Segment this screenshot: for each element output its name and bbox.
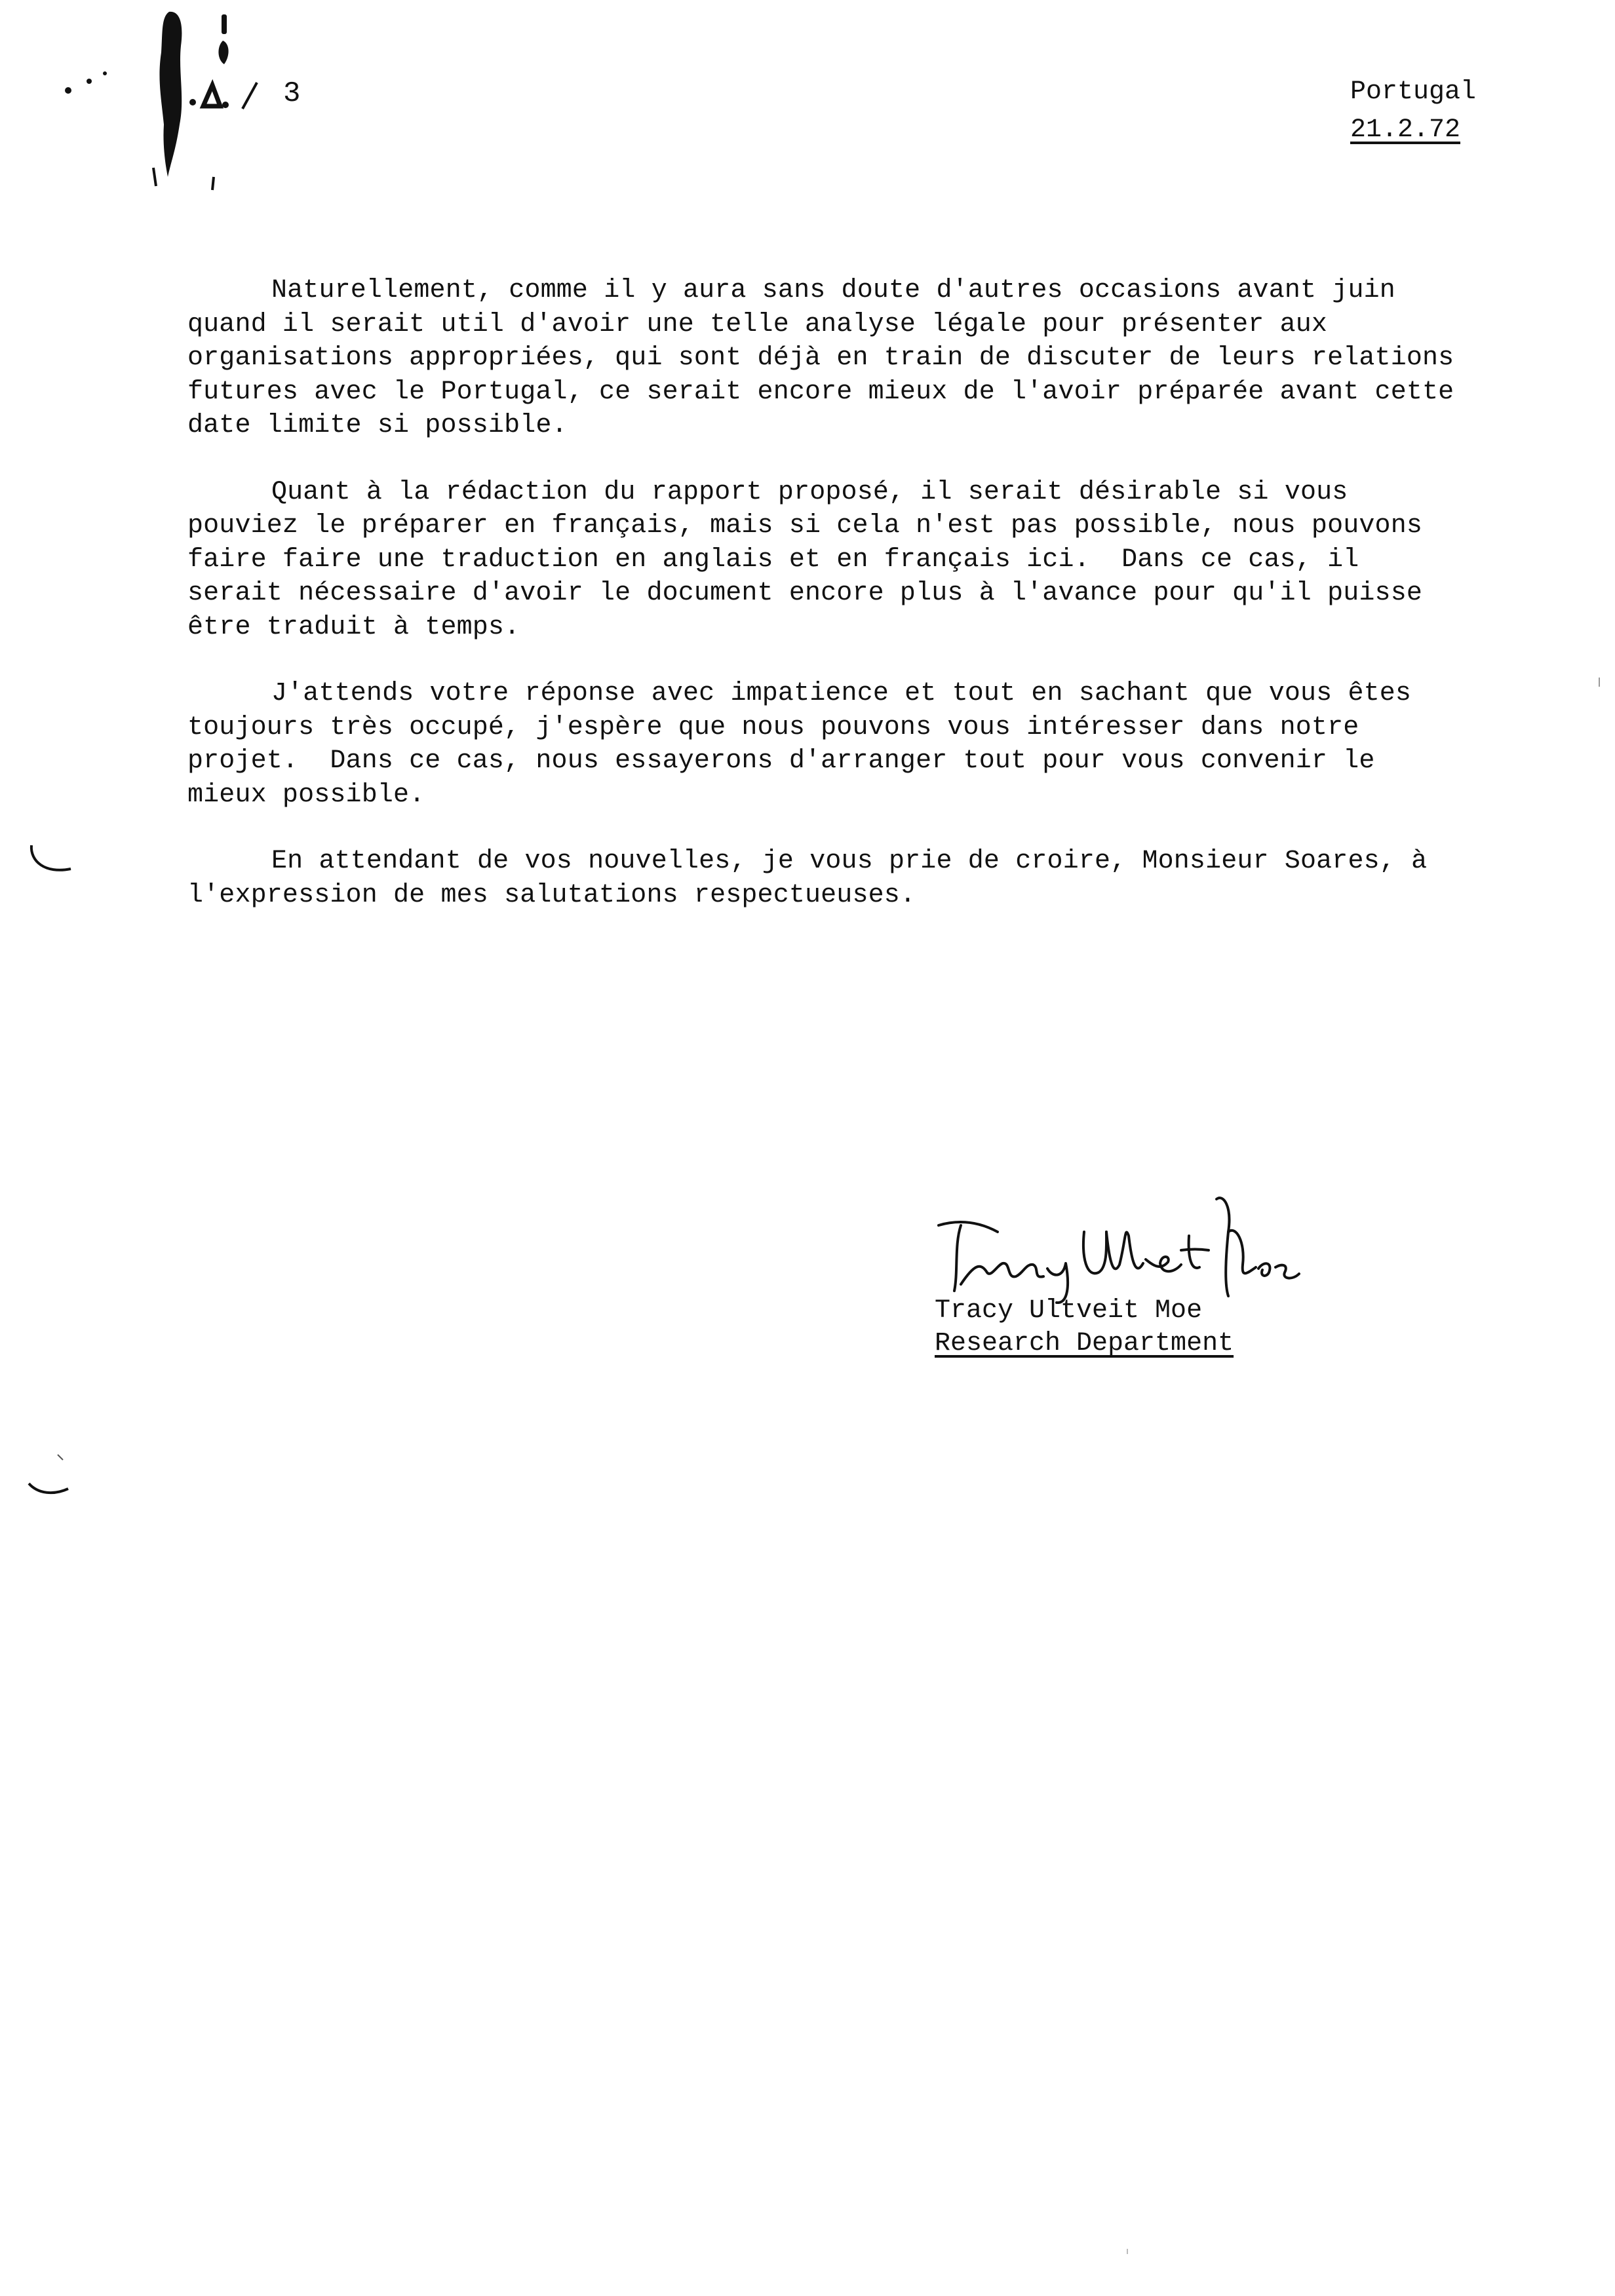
header-date: 21.2.72	[1350, 115, 1461, 145]
page-marker-stamp	[52, 0, 328, 210]
header-reference	[1350, 73, 1476, 149]
paragraph: En attendant de vos nouvelles, je vous prie de croire, Monsieur Soares, à l'expression de mes salutations respectueuses.	[187, 847, 1428, 910]
punch-hole-mark	[25, 1448, 77, 1501]
page-speck	[1125, 2248, 1130, 2255]
header-country: Portugal	[1350, 77, 1477, 107]
paragraph: Quant à la rédaction du rapport proposé, il serait désirable si vous pouviez le préparer en français, mais si cela n'est pas possible, nous pouvons faire faire une traduction en anglais et en français ici. Dans ce cas, il serait nécessaire d'avoir le document encore plus à l'avance pour qu'il puisse être traduit à temps.	[187, 477, 1423, 642]
paragraph: Naturellement, comme il y aura sans doute d'autres occasions avant juin quand il serait util d'avoir une telle analyse légale pour présenter aux organisations appropriées, qui sont déjà en train de discuter de leurs relations futures avec le Portugal, ce serait encore mieux de l'avoir préparée avant cette date limite si possible.	[187, 276, 1454, 440]
signature-block	[935, 1186, 1341, 1376]
signer-department: Research Department	[935, 1329, 1234, 1358]
paragraph: J'attends votre réponse avec impatience et tout en sachant que vous êtes toujours très occupé, j'espère que nous pouvons vous intéresser dans notre projet. Dans ce cas, nous essayerons d'arranger tout pour vous convenir le mieux possible.	[187, 679, 1412, 810]
margin-speck	[1595, 676, 1603, 689]
page-number: 3	[283, 77, 301, 110]
punch-hole-mark	[25, 841, 77, 881]
handwritten-signature	[935, 1186, 1341, 1304]
letter-body	[187, 274, 1505, 945]
signer-name: Tracy Ultveit Moe	[935, 1296, 1203, 1326]
